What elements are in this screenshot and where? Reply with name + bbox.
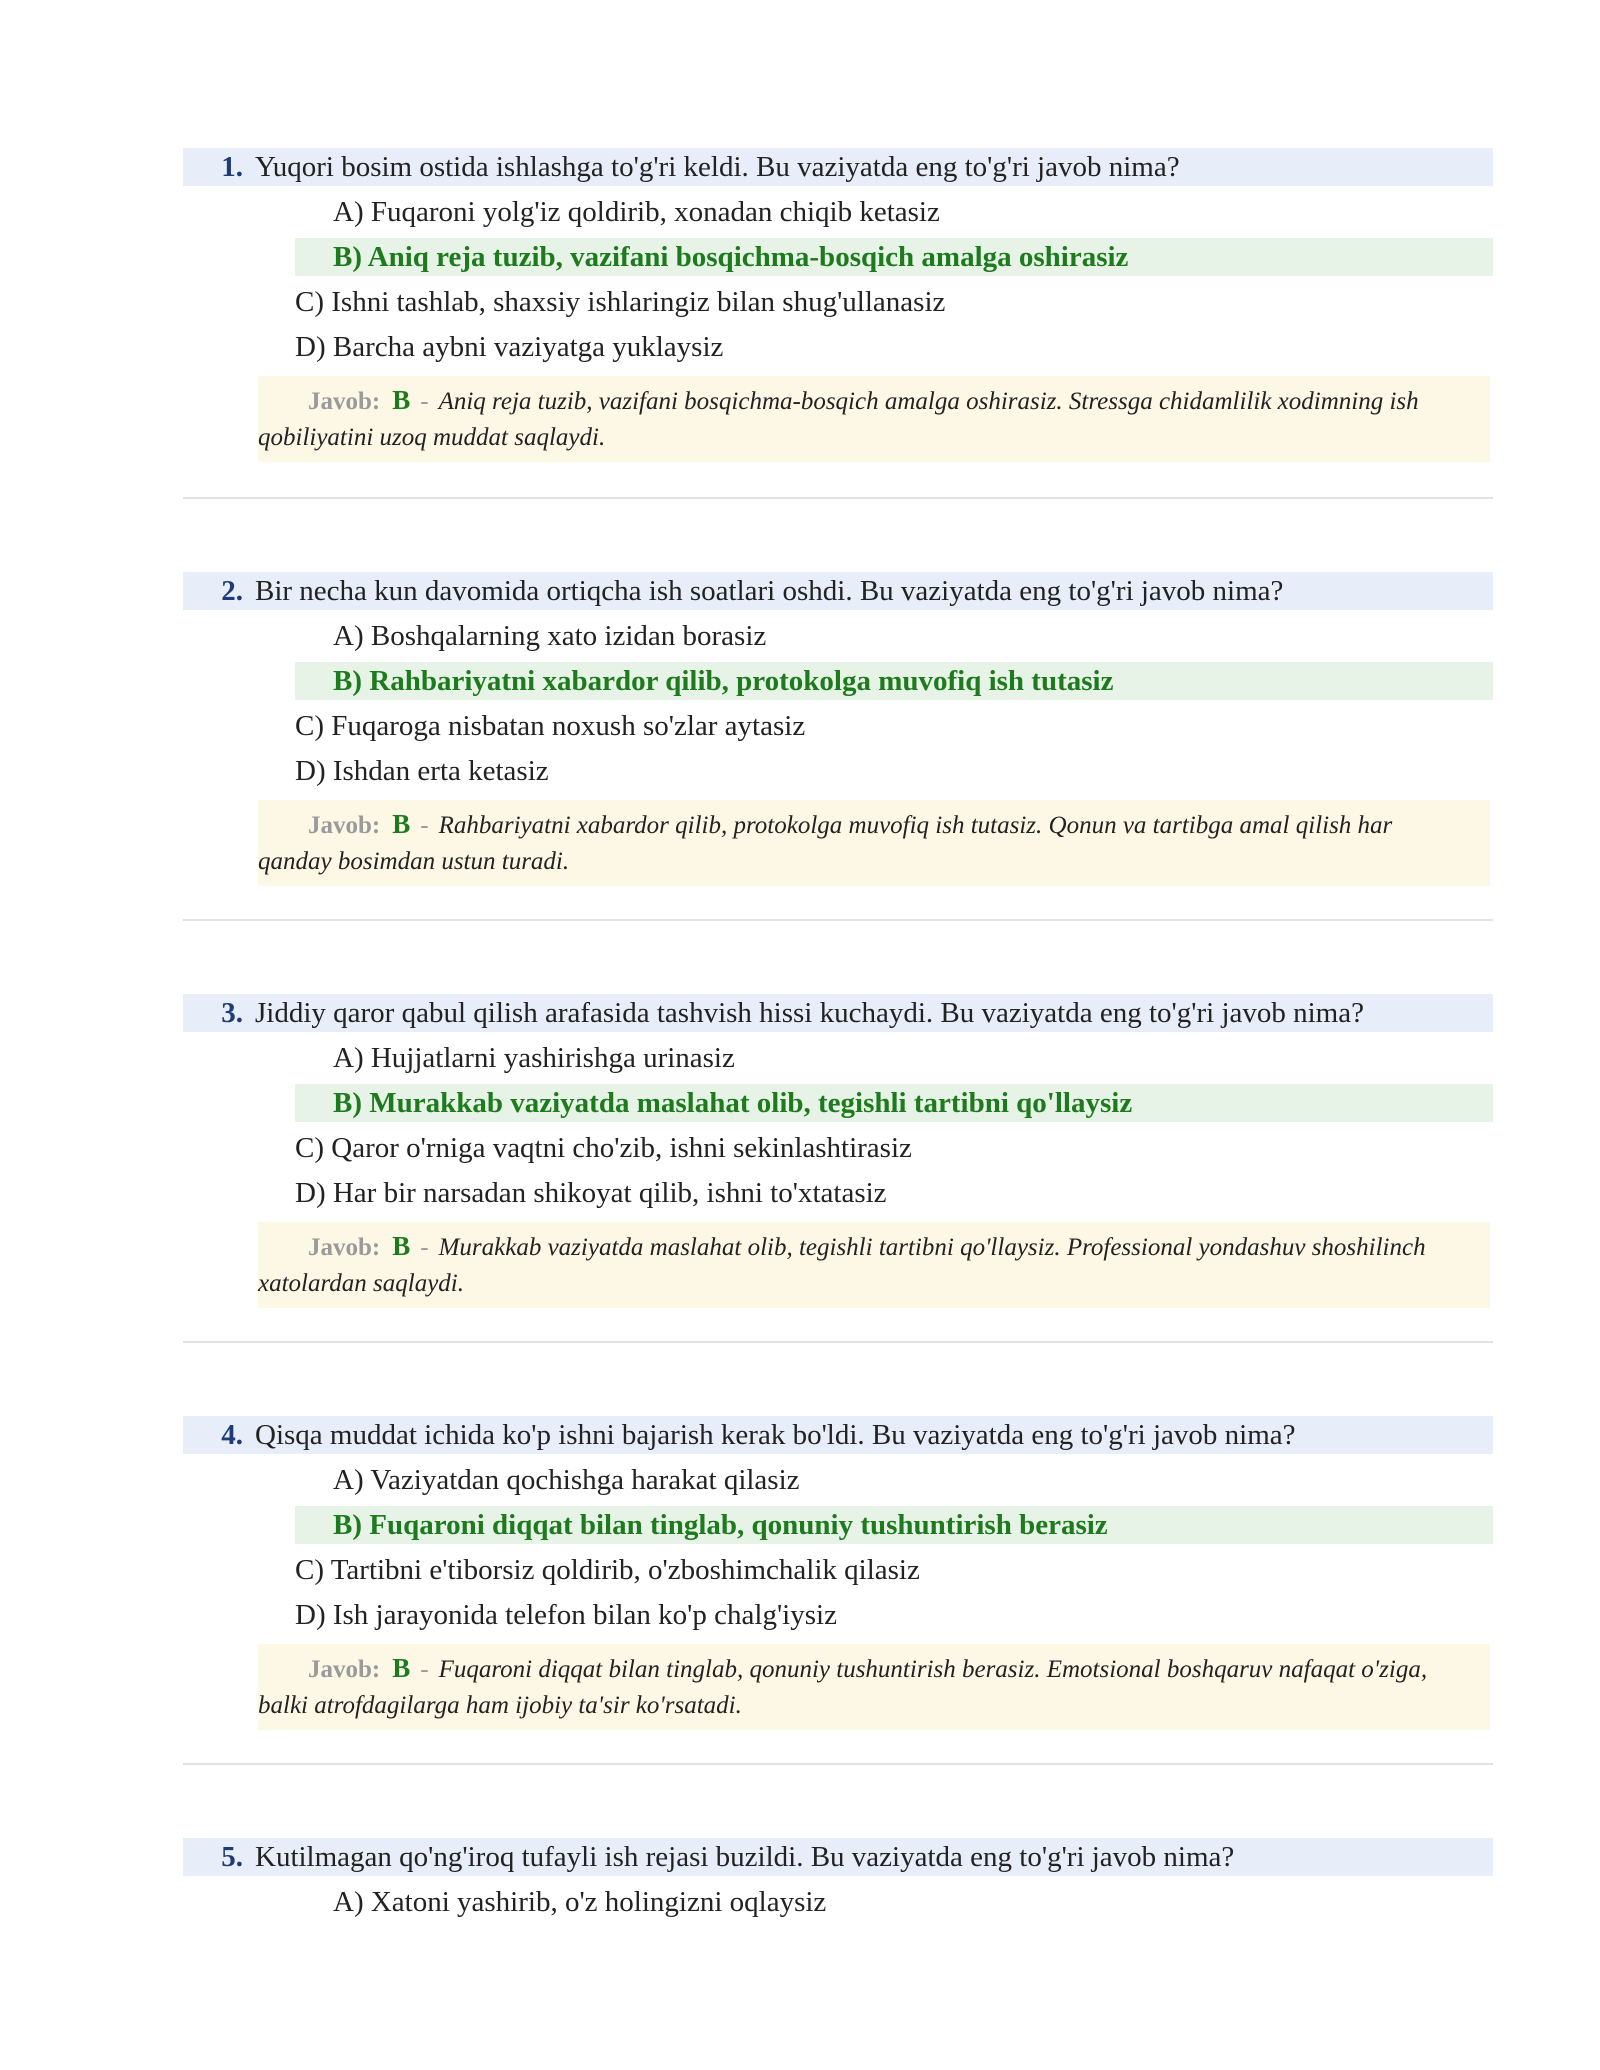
question-header — [183, 148, 1493, 186]
option-c: C) Tartibni e'tiborsiz qoldirib, o'zboshimchalik qilasiz — [295, 1554, 920, 1586]
answer-letter: B — [392, 809, 411, 839]
answer-label: Javob: — [308, 812, 381, 839]
option-d: D) Ish jarayonida telefon bilan ko'p chalg'iysiz — [295, 1599, 837, 1631]
question-3 — [183, 994, 1493, 1308]
question-number: 4. — [221, 1419, 243, 1451]
option-c: C) Ishni tashlab, shaxsiy ishlaringiz bilan shug'ullanasiz — [295, 286, 946, 318]
answer-dash: - — [420, 812, 429, 839]
answer-letter: B — [392, 385, 411, 415]
question-header — [183, 1416, 1493, 1454]
question-text: Yuqori bosim ostida ishlashga to'g'ri keldi. Bu vaziyatda eng to'g'ri javob nima? — [255, 151, 1180, 183]
option-d: D) Barcha aybni vaziyatga yuklaysiz — [295, 331, 724, 363]
question-text: Bir necha kun davomida ortiqcha ish soatlari oshdi. Bu vaziyatda eng to'g'ri javob nima? — [255, 575, 1284, 607]
answer-label: Javob: — [308, 1656, 381, 1683]
answer-dash: - — [420, 388, 429, 415]
answer-explanation: Rahbariyatni xabardor qilib, protokolga muvofiq ish tutasiz. Qonun va tartibga amal qilish har qanday bosimdan ustun turadi. — [258, 812, 1393, 875]
question-header — [183, 572, 1493, 610]
option-a: A) Hujjatlarni yashirishga urinasiz — [333, 1042, 735, 1074]
question-divider — [183, 497, 1493, 499]
option-b-correct: B) Aniq reja tuzib, vazifani bosqichma-bosqich amalga oshirasiz — [295, 238, 1493, 276]
option-b-correct: B) Murakkab vaziyatda maslahat olib, tegishli tartibni qo'llaysiz — [295, 1084, 1493, 1122]
option-b-correct: B) Rahbariyatni xabardor qilib, protokolga muvofiq ish tutasiz — [295, 662, 1493, 700]
option-d: D) Ishdan erta ketasiz — [295, 755, 549, 787]
option-c: C) Fuqaroga nisbatan noxush so'zlar aytasiz — [295, 710, 806, 742]
answer-letter: B — [392, 1231, 411, 1261]
answer-dash: - — [420, 1234, 429, 1261]
question-header — [183, 994, 1493, 1032]
answer-letter: B — [392, 1653, 411, 1683]
question-divider — [183, 1763, 1493, 1765]
answer-box — [258, 800, 1490, 886]
option-c: C) Qaror o'rniga vaqtni cho'zib, ishni sekinlashtirasiz — [295, 1132, 912, 1164]
question-2 — [183, 572, 1493, 886]
question-divider — [183, 1341, 1493, 1343]
answer-explanation: Murakkab vaziyatda maslahat olib, tegishli tartibni qo'llaysiz. Professional yondashuv shoshilinch xatolardan saqlaydi. — [258, 1234, 1426, 1297]
option-a: A) Boshqalarning xato izidan borasiz — [333, 620, 767, 652]
question-text: Qisqa muddat ichida ko'p ishni bajarish kerak bo'ldi. Bu vaziyatda eng to'g'ri javob nima? — [255, 1419, 1296, 1451]
answer-explanation: Fuqaroni diqqat bilan tinglab, qonuniy tushuntirish berasiz. Emotsional boshqaruv nafaqat o'ziga, balki atrofdagilarga ham ijobiy ta'sir ko'rsatadi. — [258, 1656, 1428, 1719]
option-a: A) Fuqaroni yolg'iz qoldirib, xonadan chiqib ketasiz — [333, 196, 940, 228]
option-a: A) Xatoni yashirib, o'z holingizni oqlaysiz — [333, 1886, 827, 1918]
question-4 — [183, 1416, 1493, 1730]
question-header — [183, 1838, 1493, 1876]
answer-box — [258, 1644, 1490, 1730]
question-1 — [183, 148, 1493, 462]
question-5 — [183, 1838, 1493, 1921]
answer-explanation: Aniq reja tuzib, vazifani bosqichma-bosqich amalga oshirasiz. Stressga chidamlilik xodimning ish qobiliyatini uzoq muddat saqlaydi. — [258, 388, 1419, 451]
answer-box — [258, 376, 1490, 462]
question-divider — [183, 919, 1493, 921]
question-number: 3. — [221, 997, 243, 1029]
question-number: 1. — [221, 151, 243, 183]
question-text: Jiddiy qaror qabul qilish arafasida tashvish hissi kuchaydi. Bu vaziyatda eng to'g'ri javob nima? — [255, 997, 1364, 1029]
answer-label: Javob: — [308, 388, 381, 415]
question-text: Kutilmagan qo'ng'iroq tufayli ish rejasi buzildi. Bu vaziyatda eng to'g'ri javob nima? — [255, 1841, 1235, 1873]
question-number: 5. — [221, 1841, 243, 1873]
option-d: D) Har bir narsadan shikoyat qilib, ishni to'xtatasiz — [295, 1177, 887, 1209]
question-number: 2. — [221, 575, 243, 607]
answer-label: Javob: — [308, 1234, 381, 1261]
answer-box — [258, 1222, 1490, 1308]
option-a: A) Vaziyatdan qochishga harakat qilasiz — [333, 1464, 800, 1496]
answer-dash: - — [420, 1656, 429, 1683]
option-b-correct: B) Fuqaroni diqqat bilan tinglab, qonuniy tushuntirish berasiz — [295, 1506, 1493, 1544]
